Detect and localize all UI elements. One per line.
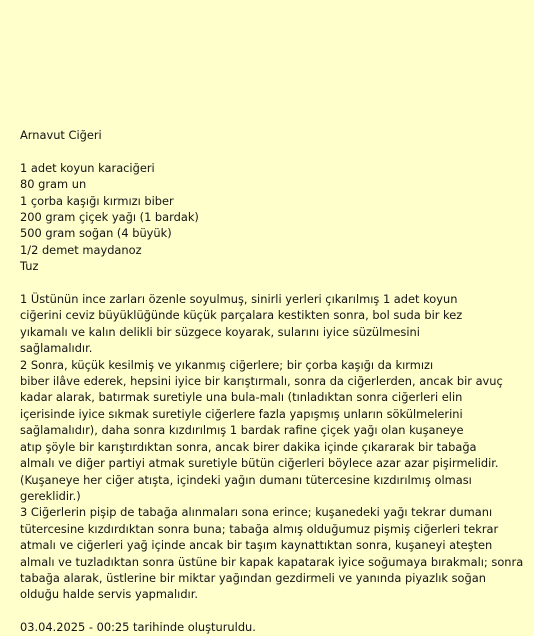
ingredient-item: 500 gram soğan (4 büyük) [20,226,172,241]
recipe-document [20,127,524,636]
step-line: yıkamalı ve kalın delikli bir süzgece koyarak, sularını iyice süzülmesini [20,324,420,339]
step-2 [20,357,524,505]
step-3 [20,504,524,602]
recipe-title: Arnavut Ciğeri [20,128,102,142]
instructions [20,291,524,603]
step-line: almalı ve tuzladıktan sonra üstüne bir kapak kapatarak iyice soğumaya bırakmalı; sonra [20,554,524,569]
step-line: kadar alarak, batırmak suretiyle una bula-malı (tınladıktan sonra ciğerleri elin [20,390,463,405]
ingredient-item: 1 çorba kaşığı kırmızı biber [20,193,174,208]
step-line: atmalı ve ciğerleri yağ içinde ancak bir taşım kaynattıktan sonra, kuşaneyi ateşten [20,538,493,553]
step-line: atıp şöyle bir karıştırdıktan sonra, ancak birer dakika içinde çıkararak bir tabağa [20,439,477,454]
step-line: almalı ve diğer partiyi atmak suretiyle bütün ciğerleri böylece azar azar pişirmelidir. [20,456,499,471]
step-line: sağlamalıdır. [20,341,93,356]
step-line: 1 Üstünün ince zarları özenle soyulmuş, sinirli yerleri çıkarılmış 1 adet koyun [20,292,458,307]
step-line: içerisinde iyice sıkmak suretiyle ciğerlere fazla yapışmış unların sökülmelerini [20,406,463,421]
step-line: tütercesine kızdırdıktan sonra buna; tabağa almış olduğumuz pişmiş ciğerleri tekrar [20,521,499,536]
step-line: gereklidir.) [20,488,81,503]
step-line: sağlamalıdır), daha sonra kızdırılmış 1 bardak rafine çiçek yağı olan kuşaneye [20,423,464,438]
ingredient-item: Tuz [20,259,39,274]
spacer [20,603,524,619]
spacer [20,275,524,291]
ingredient-item: 200 gram çiçek yağı (1 bardak) [20,210,199,225]
ingredient-item: 80 gram un [20,177,87,192]
step-line: biber ilâve ederek, hepsini iyice bir karıştırmalı, sonra da ciğerlerden, ancak bir avuç [20,374,503,389]
ingredient-item: 1/2 demet maydanoz [20,242,142,257]
ingredient-list [20,160,524,275]
step-line: ciğerini ceviz büyüklüğünde küçük parçalara kestikten sonra, bol suda bir kez [20,308,463,323]
step-line: 3 Ciğerlerin pişip de tabağa alınmaları sona erince; kuşanedeki yağı tekrar dumanı [20,505,493,520]
step-1 [20,291,524,357]
spacer [20,143,524,159]
ingredient-item: 1 adet koyun karaciğeri [20,160,155,175]
step-line: tabağa alarak, üstlerine bir miktar yağından gezdirmeli ve yanında piyazlık soğan [20,570,486,585]
step-line: (Kuşaneye her ciğer atışta, içindeki yağın dumanı tütercesine kızdırılmış olması [20,472,472,487]
step-line: 2 Sonra, küçük kesilmiş ve yıkanmış ciğerlere; bir çorba kaşığı da kırmızı [20,357,434,372]
created-timestamp: 03.04.2025 - 00:25 tarihinde oluşturuldu. [20,620,256,635]
step-line: olduğu halde servis yapmalıdır. [20,587,198,602]
